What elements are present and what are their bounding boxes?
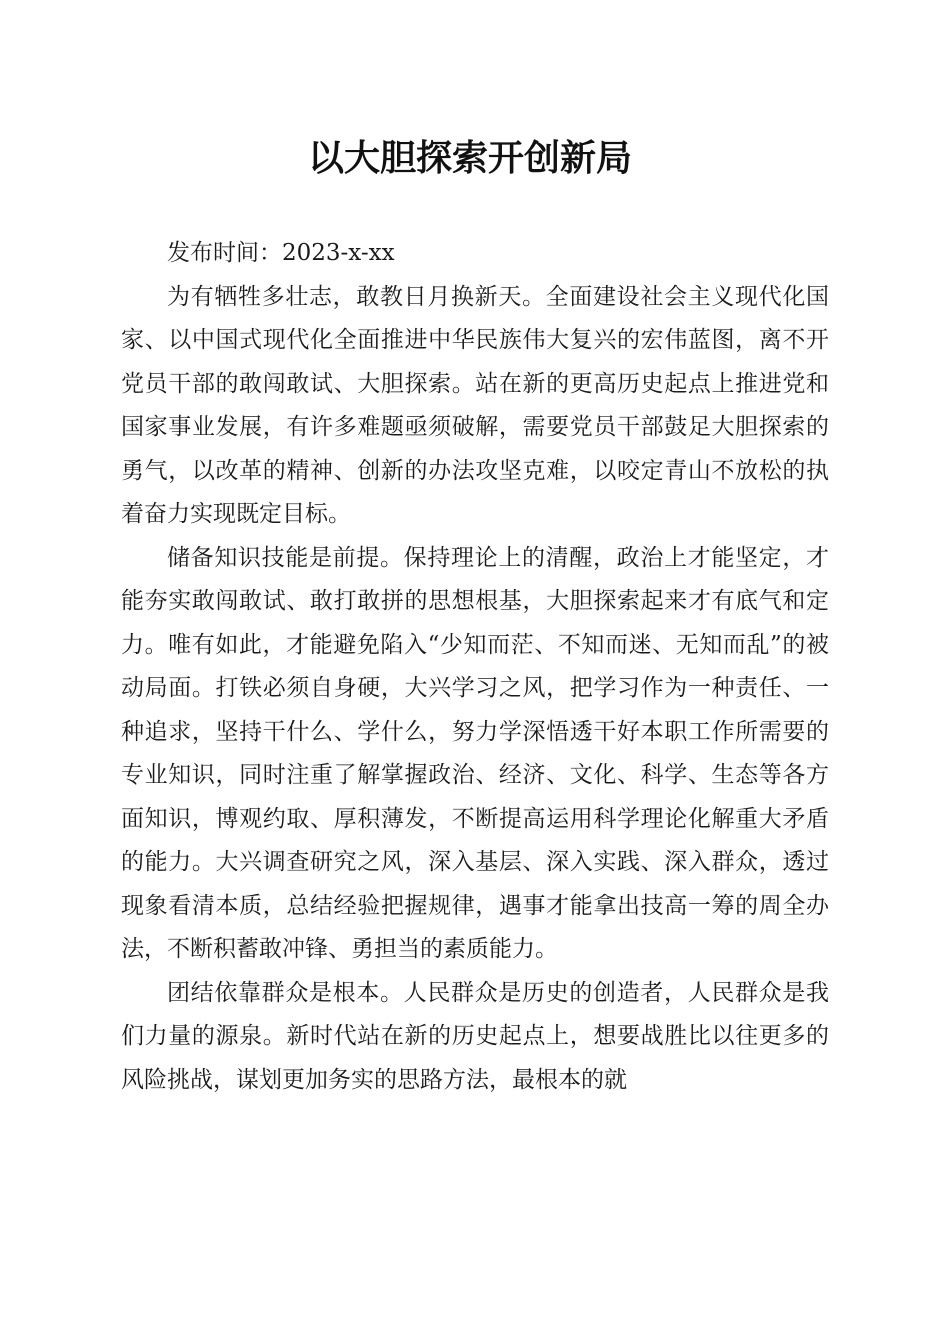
paragraph: 为有牺牲多壮志，敢教日月换新天。全面建设社会主义现代化国家、以中国式现代化全面推进中华民族伟大复兴的宏伟蓝图，离不开党员干部的敢闯敢试、大胆探索。站在新的更高历史起点上推进党和国家事业发展，有许多难题亟须破解，需要党员干部鼓足大胆探索的勇气，以改革的精神、创新的办法攻坚克难，以咬定青山不放松的执着奋力实现既定目标。 <box>121 283 829 527</box>
publish-time: 发布时间：2023-x-xx <box>167 240 395 266</box>
paragraph: 团结依靠群众是根本。人民群众是历史的创造者，人民群众是我们力量的源泉。新时代站在新的历史起点上，想要战胜比以往更多的风险挑战，谋划更加务实的思路方法，最根本的就 <box>121 979 829 1093</box>
document-title: 以大胆探索开创新局 <box>307 137 632 179</box>
paragraph: 储备知识技能是前提。保持理论上的清醒，政治上才能坚定，才能夯实敢闯敢试、敢打敢拼的思想根基，大胆探索起来才有底气和定力。唯有如此，才能避免陷入“少知而茫、不知而迷、无知而乱”的被动局面。打铁必须自身硬，大兴学习之风，把学习作为一种责任、一种追求，坚持干什么、学什么，努力学深悟透干好本职工作所需要的专业知识，同时注重了解掌握政治、经济、文化、科学、生态等各方面知识，博观约取、厚积薄发，不断提高运用科学理论化解重大矛盾的能力。大兴调查研究之风，深入基层、深入实践、深入群众，透过现象看清本质，总结经验把握规律，遇事才能拿出技高一筹的周全办法，不断积蓄敢冲锋、勇担当的素质能力。 <box>121 544 829 962</box>
document-body <box>121 232 829 1102</box>
